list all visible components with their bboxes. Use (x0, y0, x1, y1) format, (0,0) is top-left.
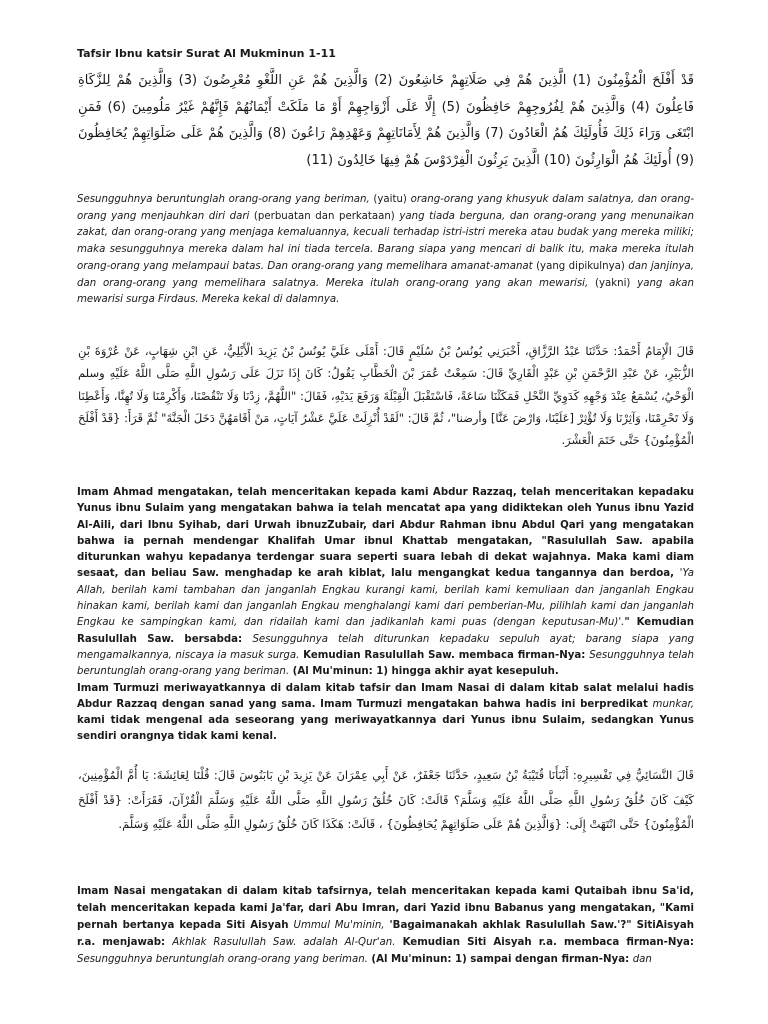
text-run: " Kemudian Rasulullah Saw. bersabda: (77, 617, 694, 645)
explanation-paragraph-turmuzi (77, 681, 694, 746)
text-run: (Al Mu'minun: 1) hingga akhir ayat kesepuluh. (289, 666, 559, 678)
text-run: Kemudian Rasulullah Saw. membaca firman-Nya: (299, 649, 590, 661)
text-run: dan janjinya, dan orang-orang yang memelihara salatnya. Mereka itulah orang-orang yang akan mewarisi, (77, 260, 694, 289)
text-run: Sesungguhnya telah beruntunglah orang-orang yang beriman. (77, 649, 694, 678)
text-run: 'Ya Allah, berilah kami tambahan dan janganlah Engkau kurangi kami, berilah kami kemuliaan dan janganlah Engkau hinakan kami, berilah kami dan janganlah Engkau menghalangi kami dari pemberian-Mu, pilihlah kami dan janganlah Engkau ke sampingkan kami, dan ridailah kami dan jadikanlah kami puas (dengan keputusan-Mu)'. (77, 568, 694, 629)
text-run: munkar, (652, 698, 694, 710)
text-run: Sesungguhnya beruntunglah orang-orang yang beriman. (77, 954, 368, 965)
text-run: yang tiada berguna, dan orang-orang yang menunaikan zakat, dan orang-orang yang menjaga kemaluannya, kecuali terhadap istri-istri mereka atau budak yang mereka miliki; maka sesungguhnya mereka dalam hal ini tiada tercela. Barang siapa yang mencari di balik itu, maka mereka itulah orang-orang yang melampaui batas. Dan orang-orang yang memelihara amanat-amanat (77, 210, 694, 272)
text-run: Imam Ahmad mengatakan, telah menceritakan kepada kami Abdur Razzaq, telah menceritakan kepadaku Yunus ibnu Sulaim yang mengatakan bahwa ia telah mencatat apa yang didiktekan oleh Yunus ibnu Yazid Al-Aili, dari Ibnu Syihab, dari Urwah ibnuzZubair, dari Abdur Rahman ibnu Abdul Qari yang mengatakan bahwa ia pernah mendengar Khalifah Umar ibnul Khattab mengatakan, "Rasulullah Saw. apabila diturunkan wahyu kepadanya terdengar suara seperti suara lebah di dekat wajahnya. Maka kami diam sesaat, dan beliau Saw. menghadap ke arah kiblat, lalu mengangkat kedua tangannya dan berdoa, (77, 487, 694, 580)
text-run: Sesungguhnya telah diturunkan kepadaku sepuluh ayat; barang siapa yang mengamalkannya, niscaya ia masuk surga. (77, 633, 694, 661)
text-run: (Al Mu'minun: 1) sampai dengan firman-Nya: (367, 954, 633, 965)
arabic-verses: قَدْ أَفْلَحَ الْمُؤْمِنُونَ (1) الَّذِينَ هُمْ فِي صَلَاتِهِمْ خَاشِعُونَ (2) وَالَّذِينَ هُمْ عَنِ اللَّغْوِ مُعْرِضُونَ (3) وَالَّذِينَ هُمْ لِلزَّكَاةِ فَاعِلُونَ (4) وَالَّذِينَ هُمْ لِفُرُوجِهِمْ حَافِظُونَ (5) إِلَّا عَلَى أَزْوَاجِهِمْ أَوْ مَا مَلَكَتْ أَيْمَانُهُمْ فَإِنَّهُمْ غَيْرُ مَلُومِينَ (6) فَمَنِ ابْتَغَى وَرَاءَ ذَلِكَ فَأُولَئِكَ هُمُ الْعَادُونَ (7) وَالَّذِينَ هُمْ لِأَمَانَاتِهِمْ وَعَهْدِهِمْ رَاعُونَ (8) وَالَّذِينَ هُمْ عَلَى صَلَوَاتِهِمْ يُحَافِظُونَ (9) أُولَئِكَ هُمُ الْوَارِثُونَ (10) الَّذِينَ يَرِثُونَ الْفِرْدَوْسَ هُمْ فِيهَا خَالِدُونَ (11) (78, 73, 694, 168)
text-run: kami tidak mengenal ada seseorang yang meriwayatkannya dari Yunus ibnu Sulaim, sedangkan Yunus sendiri orangnya tidak kami kenal. (77, 715, 694, 743)
text-run: Sesungguhnya beruntunglah orang-orang yang beriman, (77, 194, 374, 205)
explanation-paragraph-nasai (77, 883, 694, 968)
text-run: Ummul Mu'minin, (293, 920, 385, 931)
text-run: Imam Nasai mengatakan di dalam kitab tafsirnya, telah menceritakan kepada kami Qutaibah ibnu Sa'id, telah menceritakan kepada kami Ja'far, dari Abu Imran, dari Yazid ibnu Babanus yang mengatakan, "Kami pernah bertanya kepada Siti Aisyah (77, 886, 694, 931)
text-run: (yaitu) (373, 194, 411, 205)
text-run: dan (632, 954, 652, 965)
text-run: Kemudian Siti Aisyah r.a. membaca firman-Nya: (395, 937, 694, 948)
text-run: Akhlak Rasulullah Saw. adalah Al-Qur'an. (172, 937, 396, 948)
text-run: (yakni) (594, 277, 638, 289)
explanation-paragraph-ahmad (77, 485, 694, 681)
text-run: orang-orang yang khusyuk dalam salatnya, dan orang-orang yang menjauhkan diri dari (77, 194, 695, 222)
text-run: Imam Turmuzi meriwayatkannya di dalam kitab tafsir dan Imam Nasai di dalam kitab salat melalui hadis Abdur Razzaq dengan sanad yang sama. Imam Turmuzi mengatakan bahwa hadis ini berpredikat (77, 682, 694, 710)
document-title: Tafsir Ibnu katsir Surat Al Mukminun 1-11 (77, 47, 336, 60)
text-run: yang akan mewarisi surga Firdaus. Mereka kekal di dalamnya. (77, 277, 694, 306)
arabic-hadith-nasai: قَالَ النَّسَائِيُّ فِي تَفْسِيرِهِ: أَنْبَأَنَا قُتَيْبَةُ بْنُ سَعِيدٍ، حَدَّثَنَا جَعْفَرٌ، عَنْ أَبِي عِمْرَانَ عَنْ يَزِيدَ بْنِ بَابَنُوسَ قَالَ: قُلْنَا لِعَائِشَةَ: يَا أُمَّ الْمُؤْمِنِينَ، كَيْفَ كَانَ خُلُقُ رَسُولِ اللَّهِ صَلَّى اللَّهُ عَلَيْهِ وَسَلَّمَ؟ قَالَتْ: كَانَ خُلُقُ رَسُولِ اللَّهِ صَلَّى اللَّهُ عَلَيْهِ وَسَلَّمَ الْقُرْآنَ، فَقَرَأَتْ: {قَدْ أَفْلَحَ الْمُؤْمِنُونَ} حَتَّى انْتَهَتْ إِلَى: {وَالَّذِينَ هُمْ عَلَى صَلَوَاتِهِمْ يُحَافِظُونَ} ، قَالَتْ: هَكَذَا كَانَ خُلُقُ رَسُولِ اللَّهِ صَلَّى اللَّهُ عَلَيْهِ وَسَلَّمَ. (78, 768, 694, 831)
explanation-block (77, 485, 694, 746)
arabic-hadith-ahmad: قَالَ الْإِمَامُ أَحْمَدُ: حَدَّثَنَا عَبْدُ الرَّزَّاقِ، أَخْبَرَنِي يُونُسُ بْنُ سُلَيْمٍ قَالَ: أَمْلَى عَلَيَّ يُونُسُ بْنُ يَزِيدَ الْأَيْلِيُّ، عَنِ ابْنِ شِهَابٍ، عَنْ عُرْوَةَ بْنِ الزُّبَيْرِ، عَنْ عَبْدِ الرَّحْمَنِ بْنِ عَبْدٍ الْقَارِيِّ قَالَ: سَمِعْتُ عُمَرَ بْنَ الْخَطَّابِ يَقُولُ: كَانَ إِذَا نَزَلَ عَلَى رَسُولِ اللَّهِ صَلَّى اللَّهُ عَلَيْهِ وسلم الْوَحْيُ، يُسْمَعُ عِنْدَ وَجْهِهِ كَدَوِيِّ النَّحْلِ فَمَكَثْنَا سَاعَةً، فَاسْتَقْبَلَ الْقِبْلَةَ وَرَفَعَ يَدَيْهِ، فَقَالَ: "اللَّهُمَّ، زِدْنَا وَلَا تَنْقُصْنَا، وَأَكْرِمْنَا وَلَا تُهِنَّا، وَأَعْطِنَا وَلَا تَحْرِمْنَا، وَآثِرْنَا وَلَا تُؤْثِرْ [عَلَيْنَا، وَارْضَ عَنَّا] وأرضنا"، ثُمَّ قَالَ: "لَقَدْ أُنْزِلَتْ عَلَيَّ عَشْرُ آيَاتٍ، مَنْ أَقَامَهُنَّ دَخَلَ الْجَنَّةَ" ثُمَّ قَرَأَ: {قَدْ أَفْلَحَ الْمُؤْمِنُونَ} حَتَّى خَتَمَ الْعَشْرَ. (78, 344, 694, 448)
text-run: 'Bagaimanakah akhlak Rasulullah Saw.'?" SitiAisyah r.a. menjawab: (77, 920, 694, 948)
translation-paragraph (77, 192, 694, 309)
text-run: (perbuatan dan perkataan) (253, 210, 400, 222)
text-run: (yang dipikulnya) (536, 260, 629, 272)
